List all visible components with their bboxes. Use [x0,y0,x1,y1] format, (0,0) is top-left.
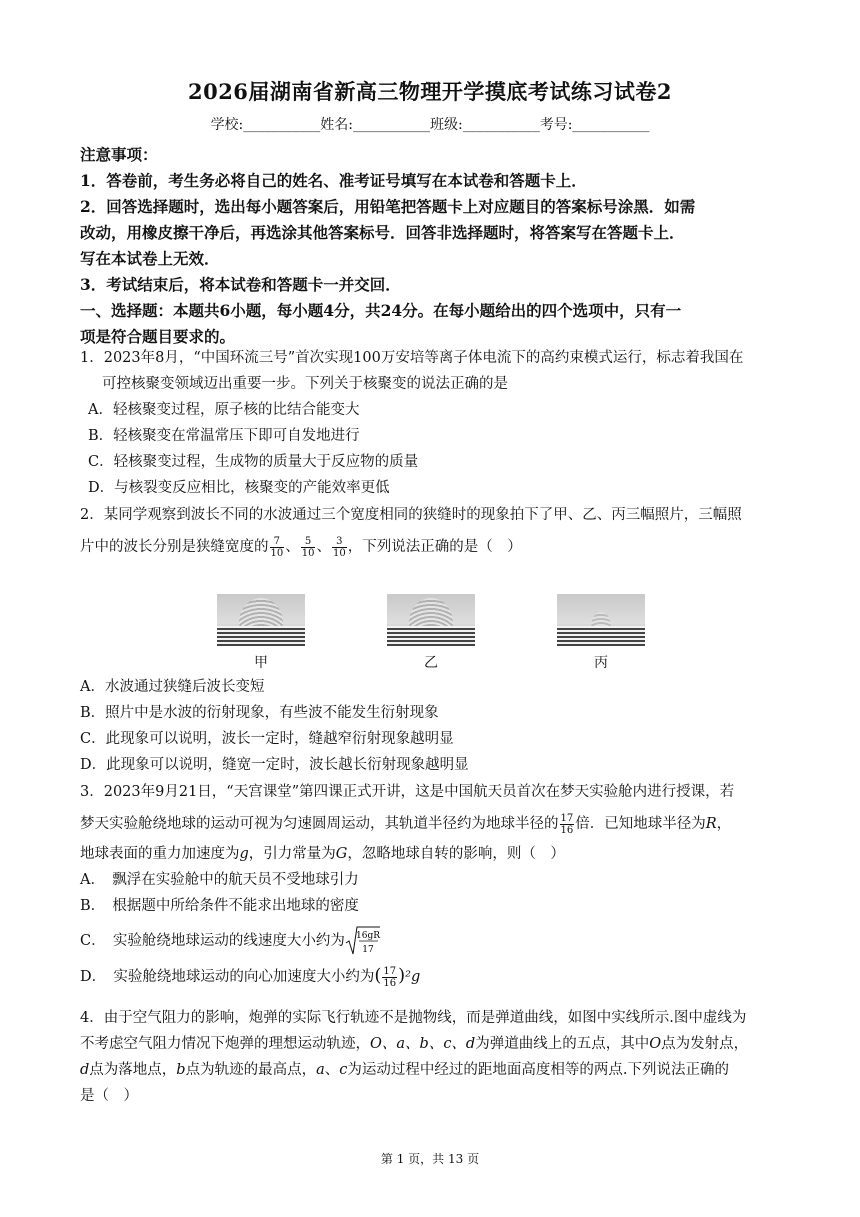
q1-stem-line-1: 1．2023年8月，“中国环流三号”首次实现100万安培等离子体电流下的高约束模式运行，标志着我国在 [80,350,744,366]
notice-item-2-line-3: 写在本试卷上无效． [80,249,220,268]
q1-option-d: D．与核裂变反应相比，核聚变的产能效率更低 [88,480,390,496]
photo-label-jia: 甲 [254,655,268,671]
q3-stem-line-3: 地球表面的重力加速度为g，引力常量为G，忽略地球自转的影响，则（ ） [80,846,565,862]
photo-label-yi: 乙 [424,655,438,671]
notice-section [80,142,780,350]
notice-item-2-line-2: 改动，用橡皮擦干净后，再选涂其他答案标号．回答非选择题时，将答案写在答题卡上． [80,223,685,242]
q4-stem-line-3: d点为落地点，b点为轨迹的最高点，a、c为运动过程中经过的距地面高度相等的两点.下列说法正确的 [80,1062,729,1078]
fraction-17-16-power: $\frac{17}{16}$ [383,965,397,989]
fraction-17-16: $\frac{17}{16}$ [560,812,574,836]
page-footer: 第 1 页，共 13 页 [380,1152,480,1166]
section-1-line-2: 项是符合题目要求的。 [80,327,236,346]
q2-option-d: D．此现象可以说明，缝宽一定时，波长越长衍射现象越明显 [80,757,469,773]
q2-option-c: C．此现象可以说明，波长一定时，缝越窄衍射现象越明显 [80,731,454,747]
diffraction-photo-jia [217,594,305,646]
question-3 [80,779,780,990]
notice-item-2-line-1: 2．回答选择题时，选出每小题答案后，用铅笔把答题卡上对应题目的答案标号涂黑．如需 [80,197,696,216]
photo-label-bing: 丙 [594,655,608,671]
q2-option-a: A．水波通过狭缝后波长变短 [80,679,265,695]
q3-option-d: D． 实验舱绕地球运动的向心加速度大小约为( $\frac{17}{16}$ )²g [80,965,421,989]
q1-option-c: C．轻核聚变过程，生成物的质量大于反应物的质量 [88,454,419,470]
question-1 [80,345,780,501]
q2-stem-line-1: 2．某同学观察到波长不同的水波通过三个宽度相同的狭缝时的现象拍下了甲、乙、丙三幅照片，三幅照 [80,507,742,523]
q3-option-a: A． 飘浮在实验舱中的航天员不受地球引力 [80,872,359,888]
q3-stem-line-1: 3．2023年9月21日，“天宫课堂”第四课正式开讲，这是中国航天员首次在梦天实验舱内进行授课，若 [80,784,735,800]
notice-item-3: 3．考试结束后，将本试卷和答题卡一并交回． [80,275,401,294]
question-4 [80,1005,780,1109]
q1-option-a: A．轻核聚变过程，原子核的比结合能变大 [88,402,360,418]
q4-stem-line-4: 是（ ） [80,1088,138,1104]
diffraction-photo-bing [557,594,645,646]
q2-stem-text: 片中的波长分别是狭缝宽度的 [80,539,269,555]
question-2 [80,502,780,560]
student-info-line: 学校:___________姓名:___________班级:___________考号:___________ [210,117,650,133]
fraction-3-10: $\frac{3}{10}$ [332,535,346,559]
svg-text:17: 17 [362,945,374,955]
q4-stem-line-2: 不考虑空气阻力情况下炮弹的理想运动轨迹，O、a、b、c、d为弹道曲线上的五点，其中O点为发射点， [80,1036,749,1052]
sqrt-expression [345,925,381,957]
fraction-5-10: $\frac{5}{10}$ [301,535,315,559]
q1-stem-line-2: 可控核聚变领域迈出重要一步。下列关于核聚变的说法正确的是 [102,376,508,392]
q4-stem-line-1: 4．由于空气阻力的影响，炮弹的实际飞行轨迹不是抛物线，而是弹道曲线，如图中实线所示.图中虚线为 [80,1010,747,1026]
q3-option-b: B． 根据题中所给条件不能求出地球的密度 [80,898,359,914]
q1-option-b: B．轻核聚变在常温常压下即可自发地进行 [88,428,360,444]
fraction-7-10: $\frac{7}{10}$ [270,535,284,559]
svg-text:16gR: 16gR [355,931,380,941]
exam-title: 2026届湖南省新高三物理开学摸底考试练习试卷2 [187,79,673,104]
q3-stem-line-2: 梦天实验舱绕地球的运动可视为匀速圆周运动，其轨道半径约为地球半径的 $\frac{17}{16}$ 倍．已知地球半径为R， [80,812,732,836]
question-2-options [80,674,780,778]
q2-stem-line-2: 片中的波长分别是狭缝宽度的 $\frac{7}{10}$ 、 $\frac{5}{10}$ 、 $\frac{3}{10}$ ，下列说法正确的是（ ） [80,535,522,559]
diffraction-photo-yi [387,594,475,646]
q3-option-c: C． 实验舱绕地球运动的线速度大小约为 16gR 17 [80,925,780,957]
section-1-line-1: 一、选择题：本题共6小题，每小题4分，共24分。在每小题给出的四个选项中，只有一 [80,301,682,320]
notice-item-1: 1．答卷前，考生务必将自己的姓名、准考证号填写在本试卷和答题卡上． [80,171,587,190]
notice-heading: 注意事项： [80,145,158,164]
q2-option-b: B．照片中是水波的衍射现象，有些波不能发生衍射现象 [80,705,439,721]
